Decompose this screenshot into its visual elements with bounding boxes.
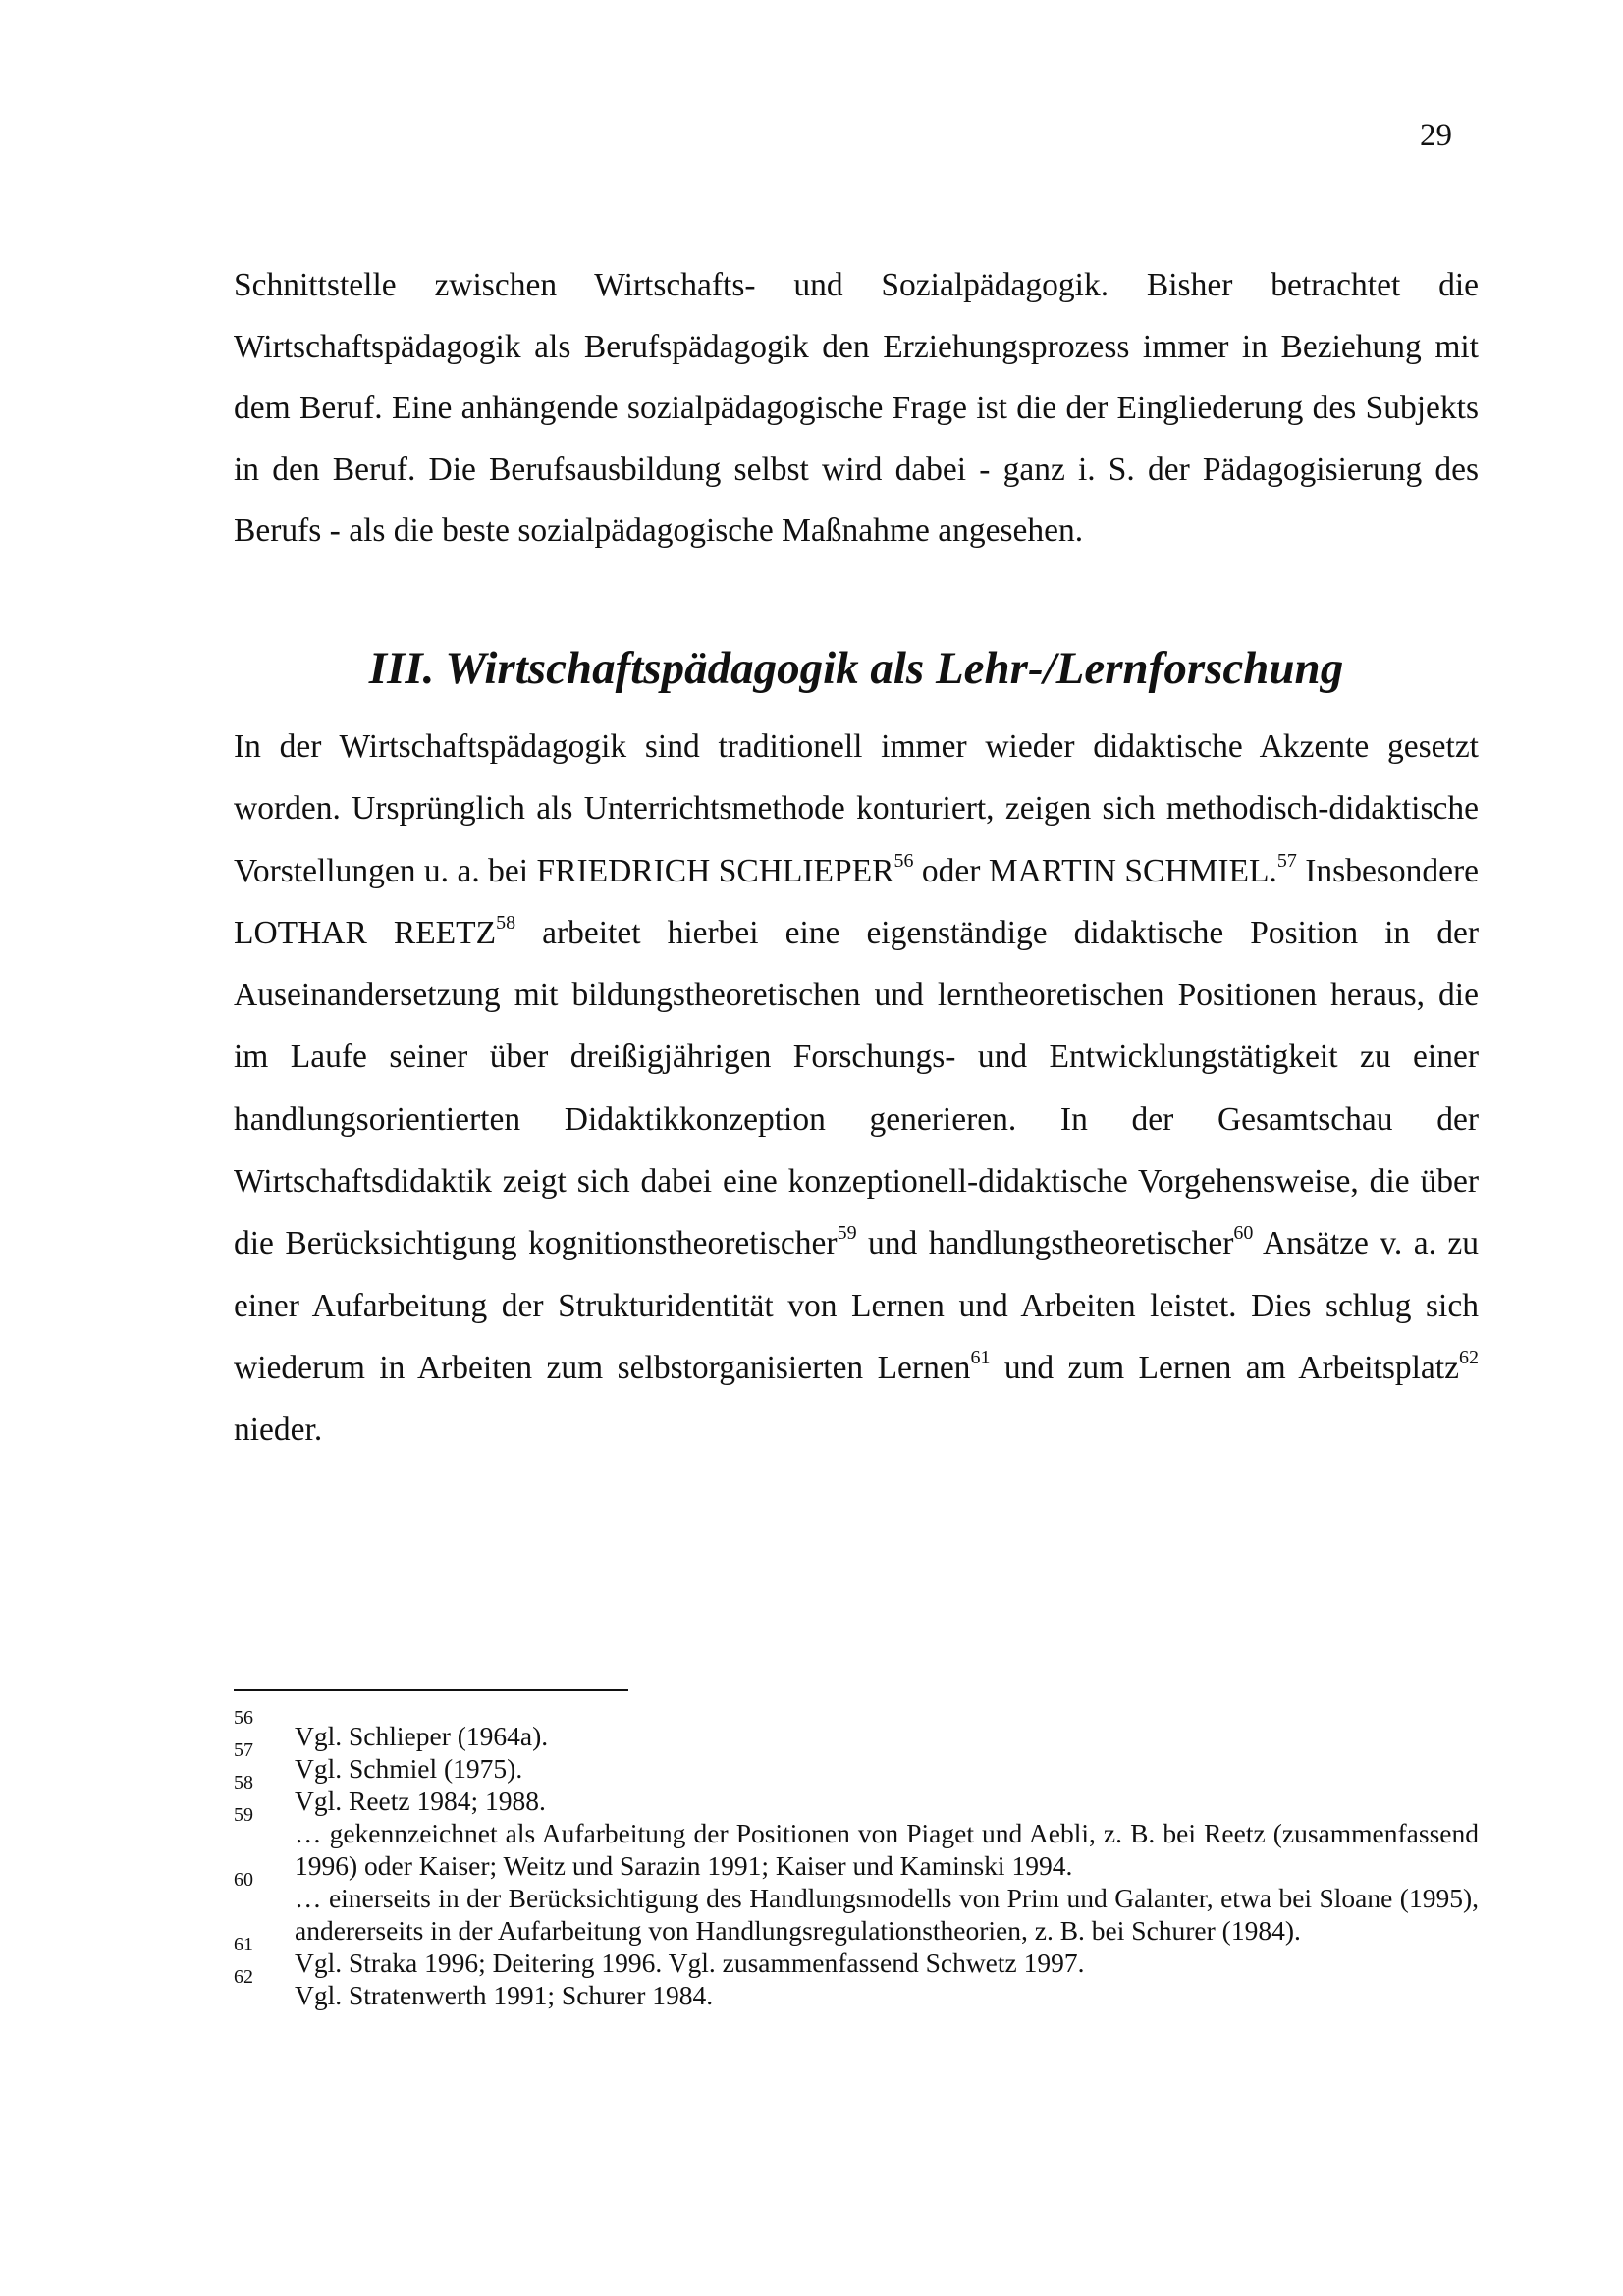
footnote-ref: 56: [893, 849, 914, 872]
footnote-number: 57: [234, 1739, 253, 1761]
footnote-text: Vgl. Reetz 1984; 1988.: [295, 1786, 546, 1816]
footnote-number: 61: [234, 1934, 253, 1955]
paragraph-2: [234, 716, 1479, 1462]
text-segment: und handlungstheoretischer: [856, 1225, 1234, 1262]
paragraph-1-text: Schnittstelle zwischen Wirtschafts- und Sozialpädagogik. Bisher betrachtet die Wirtschaftspädagogik als Berufspädagogik den Erziehungsprozess immer in Beziehung mit dem Beruf. Eine anhängende sozialpädagogische Frage ist die der Eingliederung des Subjekts in den Beruf. Die Berufsausbildung selbst wird dabei - ganz i. S. der Pädagogisierung des Berufs - als die beste sozialpädagogische Maßnahme angesehen.: [234, 267, 1479, 549]
footnote-number: 58: [234, 1772, 253, 1793]
footnotes: [234, 1707, 1479, 2011]
footnote-ref: 57: [1276, 849, 1297, 872]
footnote-ref: 58: [496, 911, 516, 934]
footnote: [234, 1804, 1479, 1882]
section-heading: III. Wirtschaftspädagogik als Lehr-/Lernforschung: [368, 643, 1344, 694]
footnote-number: 62: [234, 1966, 253, 1988]
footnote-number: 59: [234, 1804, 253, 1826]
footnote-separator: [234, 1689, 628, 1691]
text-segment: nieder.: [234, 1412, 323, 1449]
text-segment: Insbesondere LOTHAR REETZ: [234, 852, 1479, 951]
paragraph-1: [234, 255, 1479, 562]
footnote-text: Vgl. Schmiel (1975).: [295, 1753, 523, 1784]
paragraph-2-text: [234, 716, 1479, 1462]
footnote-text: Vgl. Stratenwerth 1991; Schurer 1984.: [295, 1980, 714, 2010]
footnote-text: Vgl. Straka 1996; Deitering 1996. Vgl. zusammenfassend Schwetz 1997.: [295, 1948, 1085, 1978]
footnote-ref: 62: [1458, 1346, 1479, 1368]
footnote-text: … gekennzeichnet als Aufarbeitung der Positionen von Piaget und Aebli, z. B. bei Reetz (zusammenfassend 1996) oder Kaiser; Weitz und Sarazin 1991; Kaiser und Kaminski 1994.: [295, 1818, 1479, 1881]
footnote: [234, 1934, 1479, 1979]
footnote: [234, 1966, 1479, 2011]
footnote-text: Vgl. Schlieper (1964a).: [295, 1721, 549, 1751]
footnote-ref: 59: [837, 1222, 857, 1245]
text-segment: arbeitet hierbei eine eigenständige didaktische Position in der Auseinandersetzung mit bildungstheoretischen und lerntheoretischen Positionen heraus, die im Laufe seiner über dreißigjährigen Forschungs- und Entwicklungstätigkeit zu einer handlungsorientierten Didaktikkonzeption generieren. In der Gesamtschau der Wirtschaftsdidaktik zeigt sich dabei eine konzeptionell-didaktische Vorgehensweise, die über die Berücksichtigung kognitionstheoretischer: [234, 914, 1479, 1262]
footnote-number: 60: [234, 1869, 253, 1891]
footnote: [234, 1739, 1479, 1785]
footnote: [234, 1869, 1479, 1947]
footnote-ref: 61: [970, 1346, 991, 1368]
footnote: [234, 1772, 1479, 1817]
text-segment: Ansätze v. a. zu einer Aufarbeitung der Strukturidentität von Lernen und Arbeiten leistet. Dies schlug sich wiederum in Arbeiten zum selbstorganisierten Lernen: [234, 1225, 1479, 1386]
text-segment: oder MARTIN SCHMIEL.: [913, 852, 1277, 889]
footnote: [234, 1707, 1479, 1752]
page-number: 29: [1420, 118, 1452, 153]
text-segment: In der Wirtschaftspädagogik sind traditionell immer wieder didaktische Akzente gesetzt worden. Ursprünglich als Unterrichtsmethode konturiert, zeigen sich methodisch-didaktische Vorstellungen u. a. bei FRIEDRICH SCHLIEPER: [234, 728, 1479, 889]
footnote-text: … einerseits in der Berücksichtigung des Handlungsmodells von Prim und Galanter, etwa bei Sloane (1995), andererseits in der Aufarbeitung von Handlungsregulationstheorien, z. B. bei Schurer (1984).: [295, 1883, 1479, 1946]
footnote-ref: 60: [1233, 1222, 1254, 1245]
text-segment: und zum Lernen am Arbeitsplatz: [990, 1349, 1459, 1386]
footnote-number: 56: [234, 1707, 253, 1729]
